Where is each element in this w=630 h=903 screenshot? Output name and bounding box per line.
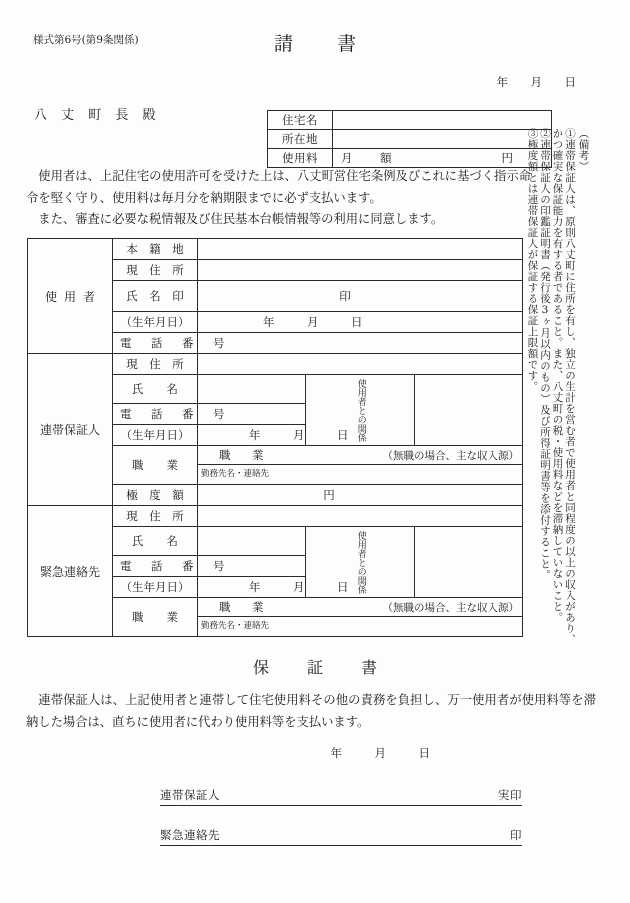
remarks-item-3: ②連帯保証人の印鑑証明書（発行後3ヶ月以内のもの）及び所得証明書等を添付すること。 — [539, 128, 551, 581]
guarantee-date-day: 日 — [418, 746, 430, 760]
dwelling-name-field[interactable] — [333, 111, 552, 130]
label-guarantor-dob: （生年月日） — [113, 425, 198, 446]
dwelling-info-table — [267, 110, 552, 168]
guarantor-job-note: （無職の場合、主な収入源） — [382, 449, 519, 462]
field-emergency-dob[interactable] — [198, 577, 349, 598]
dwelling-address-field[interactable] — [333, 130, 552, 149]
label-guarantor-denwa: 電 話 番 号 — [113, 404, 198, 425]
label-user-denwa: 電 話 番 号 — [113, 333, 198, 354]
label-guarantor-genjusho: 現 住 所 — [113, 354, 198, 375]
label-user-honsekichi: 本 籍 地 — [113, 239, 198, 260]
label-emergency-shimei: 氏 名 — [113, 527, 198, 556]
field-guarantor-dob[interactable] — [198, 425, 349, 446]
header-date-year: 年 — [496, 75, 508, 89]
guarantee-paragraph: 連帯保証人は、上記使用者と連帯して住宅使用料その他の責務を負担し、万一使用者が使用料等を滞納した場合は、直ちに使用者に代わり使用料等を支払います。 — [26, 693, 596, 729]
guarantee-date-year: 年 — [330, 746, 342, 760]
guarantor-dob-day: 日 — [337, 428, 349, 442]
seal-marker: 印 — [339, 289, 351, 303]
user-dob-day: 日 — [351, 315, 363, 329]
signature-stamp-emergency: 印 — [510, 828, 522, 842]
emergency-job-label: 職 業 — [219, 600, 269, 614]
user-dob-year: 年 — [263, 315, 275, 329]
label-guarantor-relation: 使用者との関係 — [306, 375, 414, 446]
remarks-item-2: かつ確実な保証能力を有する者であること。また、八丈町の税・使用料などを滞納していないこと。 — [551, 128, 564, 623]
field-user-denwa[interactable] — [198, 333, 523, 354]
group-label-user: 使用者 — [28, 239, 113, 354]
emergency-dob-year: 年 — [249, 580, 261, 594]
fee-monthly-label: 月 額 — [341, 151, 400, 165]
label-guarantor-shimei: 氏 名 — [113, 375, 198, 404]
guarantee-title: 保証書 — [252, 658, 415, 677]
fee-unit-label: 円 — [501, 151, 513, 165]
applicant-details-table — [27, 238, 523, 637]
fee-label: 使用料 — [268, 149, 333, 168]
addressee: 八 丈 町 長 殿 — [34, 108, 161, 123]
table-row — [268, 111, 552, 130]
group-label-emergency: 緊急連絡先 — [28, 506, 113, 637]
kyodogaku-unit: 円 — [323, 488, 335, 502]
field-user-genjusho[interactable] — [198, 260, 523, 281]
header-date-month: 月 — [530, 75, 542, 89]
signature-row-emergency[interactable] — [160, 827, 522, 846]
remarks-item-1: ①連帯保証人は、原則八丈町に住所を有し、独立の生計を営む者で使用者と同程度の以上の収入があり、 — [564, 128, 576, 645]
guarantee-date-line — [0, 745, 430, 761]
field-user-honsekichi[interactable] — [198, 239, 523, 260]
intro-text — [26, 166, 531, 231]
label-user-genjusho: 現 住 所 — [113, 260, 198, 281]
guarantor-dob-month: 月 — [293, 428, 305, 442]
table-row — [28, 354, 523, 375]
dwelling-address-label: 所在地 — [268, 130, 333, 149]
emergency-dob-month: 月 — [293, 580, 305, 594]
label-emergency-dob: （生年月日） — [113, 577, 198, 598]
remarks-item-4: ③極度額とは連帯保証人が保証する保証上限額です。 — [526, 128, 539, 392]
field-guarantor-shimei[interactable] — [198, 375, 306, 404]
label-emergency-genjusho: 現 住 所 — [113, 506, 198, 527]
intro-paragraph-1: 使用者は、上記住宅の使用許可を受けた上は、八丈町営住宅条例及びこれに基づく指示命令を堅く守り、使用料は毎月分を納期限までに必ず支払います。 — [26, 169, 531, 205]
signature-row-guarantor[interactable] — [160, 787, 522, 806]
field-guarantor-genjusho[interactable] — [198, 354, 523, 375]
label-user-dob: （生年月日） — [113, 312, 198, 333]
label-guarantor-shokugyo: 職 業 — [113, 446, 198, 485]
signature-label-emergency: 緊急連絡先 — [160, 828, 220, 842]
signature-stamp-guarantor: 実印 — [498, 788, 522, 802]
field-emergency-genjusho[interactable] — [198, 506, 523, 527]
remarks-heading: （備考） — [577, 128, 590, 172]
guarantee-text — [26, 690, 596, 733]
field-user-dob[interactable] — [198, 312, 523, 333]
field-emergency-shokugyo[interactable] — [198, 598, 523, 637]
fee-field[interactable] — [333, 149, 552, 168]
table-row — [268, 149, 552, 168]
emergency-job-note: （無職の場合、主な収入源） — [382, 601, 519, 614]
group-label-guarantor: 連帯保証人 — [28, 354, 113, 506]
emergency-dob-day: 日 — [337, 580, 349, 594]
label-emergency-denwa: 電 話 番 号 — [113, 556, 198, 577]
table-row — [28, 506, 523, 527]
field-emergency-shimei[interactable] — [198, 527, 306, 556]
label-emergency-shokugyo: 職 業 — [113, 598, 198, 637]
label-guarantor-kyodogaku: 極 度 額 — [113, 485, 198, 506]
emergency-workplace-label: 勤務先名・連絡先 — [201, 621, 270, 631]
guarantor-dob-year: 年 — [249, 428, 261, 442]
guarantor-workplace-label: 勤務先名・連絡先 — [201, 469, 270, 479]
header-date-line — [0, 74, 630, 90]
field-guarantor-kyodogaku[interactable] — [198, 485, 523, 506]
dwelling-name-label: 住宅名 — [268, 111, 333, 130]
remarks-notes — [525, 128, 589, 728]
label-emergency-relation: 使用者との関係 — [306, 527, 414, 598]
page-title: 請書 — [273, 33, 400, 55]
table-row — [28, 239, 523, 260]
table-row — [268, 130, 552, 149]
label-user-shimeiin: 氏 名 印 — [113, 281, 198, 312]
field-guarantor-relation[interactable] — [414, 375, 522, 446]
user-dob-month: 月 — [307, 315, 319, 329]
field-emergency-relation[interactable] — [414, 527, 522, 598]
guarantee-date-month: 月 — [374, 746, 386, 760]
signature-label-guarantor: 連帯保証人 — [160, 788, 220, 802]
field-guarantor-shokugyo[interactable] — [198, 446, 523, 485]
guarantor-job-label: 職 業 — [219, 448, 269, 462]
field-user-shimeiin[interactable] — [198, 281, 523, 312]
header-date-day: 日 — [564, 75, 576, 89]
intro-paragraph-2: また、審査に必要な税情報及び住民基本台帳情報等の利用に同意します。 — [38, 212, 444, 227]
form-number: 様式第6号(第9条関係) — [33, 34, 139, 46]
